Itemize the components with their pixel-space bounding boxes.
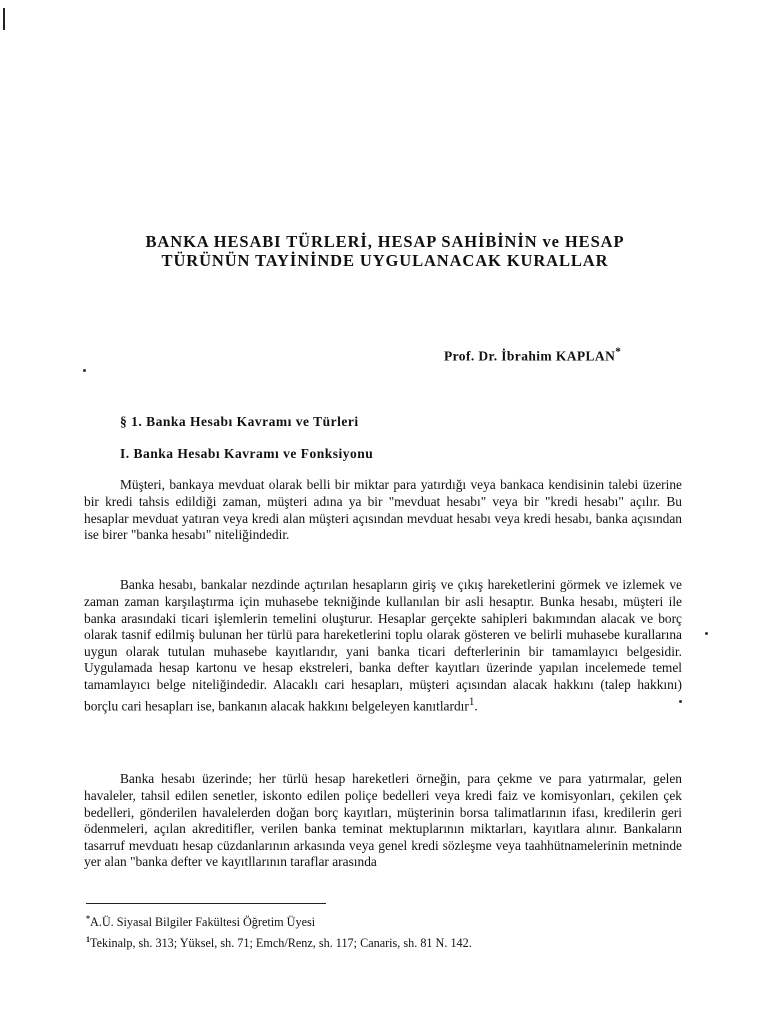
- paragraph-2-text: Banka hesabı, bankalar nezdinde açtırılan hesapların giriş ve çıkış hareketlerini görmek ve izlemek ve zaman zaman karşılaştırma için muhasebe tekniğinde kullanılan bir asli hesaptır. Bunka hesabı, müşteri ile banka arasındaki ticari işlemlerin temelini oluşturur. Hesaplar gerçekte sahipleri bakımından alacak ve borç olarak tasnif edilmiş bulunan her türlü para hareketlerini toplu olarak gösteren ve belirli muhasebe kurallarına uygun olarak tutulan muhasebe kayıtlarıdır, yani banka ticari defterlerinin bir tamamlayıcı belgesidir. Uygulamada hesap kartonu ve hesap ekstreleri, banka defter kayıtları üzerinde yapılan incelemede temel tamamlayıcı belge niteliğindedir. Alacaklı cari hesapları, müşteri açısından alacak hakkını (talep hakkını) borçlu cari hesapları ise, bankanın alacak hakkını belgeleyen kanıtlardır: [84, 577, 682, 714]
- scan-speck: [705, 632, 708, 635]
- paragraph-2: [84, 577, 682, 714]
- footnote-1-marker: *: [86, 914, 90, 923]
- footnote-separator: [86, 903, 326, 904]
- paragraph-3: Banka hesabı üzerinde; her türlü hesap hareketleri örneğin, para çekme ve para yatırmalar, gelen havaleler, tahsil edilen senetler, iskonto edilen poliçe bedelleri veya kredi faiz ve komisyonları, çekilen çek bedelleri, gönderilen havalelerden doğan borç kayıtları, müşterinin borsa talimatlarının ifası, kredilerin geri ödenmeleri, açılan akreditifler, verilen banka teminat mektuplarının miktarları, kayıtlara alınır. Bankaların tasarruf mevduatı hesap cüzdanlarının arkasında veya genel kredi sözleşme veya taahhütnamelerinin metninde yer alan "banka defter ve kayıtllarının taraflar arasında: [84, 771, 682, 870]
- title-line-2: TÜRÜNÜN TAYİNİNDE UYGULANACAK KURALLAR: [161, 251, 609, 270]
- title-line-1: BANKA HESABI TÜRLERİ, HESAP SAHİBİNİN ve HESAP: [145, 232, 625, 251]
- author-footnote-marker: *: [615, 346, 622, 358]
- scan-speck: [83, 369, 86, 372]
- scan-edge-mark: [3, 8, 5, 30]
- footnote-ref-1: 1: [468, 695, 475, 708]
- footnote-2-text: Tekinalp, sh. 313; Yüksel, sh. 71; Emch/Renz, sh. 117; Canaris, sh. 81 N. 142.: [90, 936, 472, 951]
- footnote-1: [86, 914, 315, 930]
- footnote-2-marker: 1: [86, 935, 90, 944]
- subsection-heading: I. Banka Hesabı Kavramı ve Fonksiyonu: [120, 446, 374, 461]
- paragraph-1: Müşteri, bankaya mevduat olarak belli bir miktar para yatırdığı veya bankaca kendisinin talebi üzerine bir kredi tahsis edildiği zaman, müşteri adına ya bir "mevduat hesabı" veya bir "kredi hesabı" açılır. Bu hesaplar mevduat yatıran veya kredi alan müşteri açısından mevduat hesabı veya kredi hesabı, banka açısından ise birer "banka hesabı" niteliğindedir.: [84, 477, 682, 543]
- author-line: [444, 346, 621, 365]
- article-title: [80, 232, 690, 270]
- author-name: Prof. Dr. İbrahim KAPLAN: [444, 348, 616, 364]
- footnote-1-text: A.Ü. Siyasal Bilgiler Fakültesi Öğretim Üyesi: [90, 915, 316, 930]
- paragraph-2-end: .: [474, 698, 478, 714]
- scan-speck: [679, 700, 682, 703]
- section-heading: § 1. Banka Hesabı Kavramı ve Türleri: [120, 414, 359, 429]
- footnote-2: [86, 935, 472, 951]
